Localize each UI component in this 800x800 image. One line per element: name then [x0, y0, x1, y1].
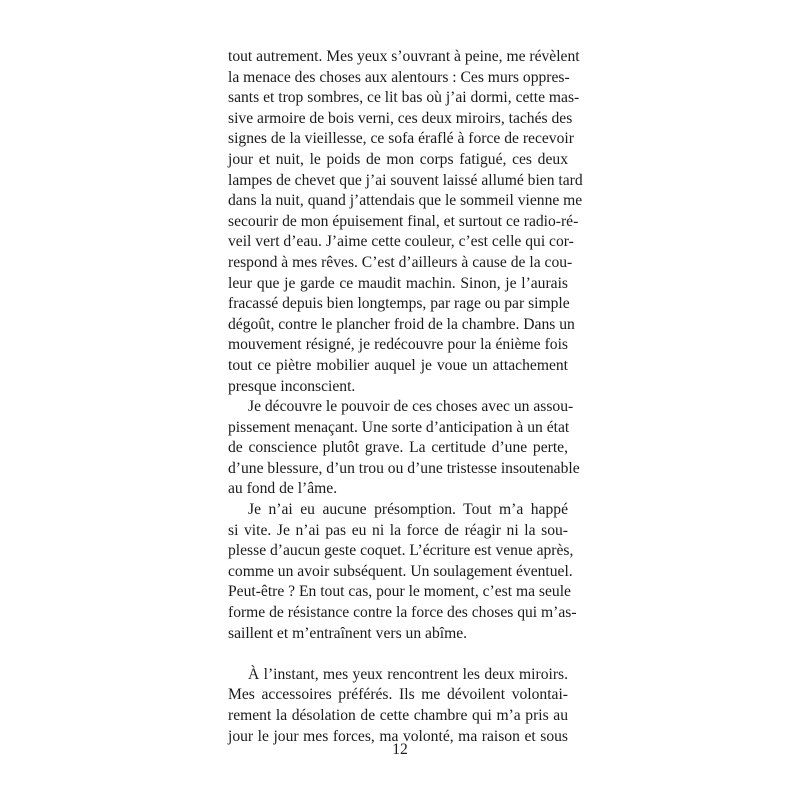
text-line: Mes accessoires préférés. Ils me dévoilent volontai-: [228, 686, 568, 704]
text-line: dans la nuit, quand j’attendais que le sommeil vienne me: [228, 192, 583, 210]
text-line: presque inconscient.: [228, 377, 356, 395]
text-line: rement la désolation de cette chambre qui m’a pris au: [228, 707, 568, 724]
paragraph: [228, 47, 583, 397]
text-line: tout ce piètre mobilier auquel je voue un attachement: [228, 356, 568, 374]
text-line: comme un avoir subséquent. Un soulagement éventuel.: [228, 562, 573, 580]
text-line: respond à mes rêves. C’est d’ailleurs à cause de la cou-: [228, 253, 573, 271]
text-line: d’une blessure, d’un trou ou d’une tristesse insoutenable: [228, 459, 580, 477]
text-line: lampes de chevet que j’ai souvent laissé allumé bien tard: [228, 171, 583, 189]
body-text: [228, 47, 583, 747]
text-line: veil vert d’eau. J’aime cette couleur, c’est celle qui cor-: [228, 233, 574, 251]
text-line: sants et trop sombres, ce lit bas où j’ai dormi, cette mas-: [228, 89, 580, 107]
paragraph: [228, 397, 580, 500]
text-line: si vite. Je n’ai pas eu ni la force de réagir ni la sou-: [228, 521, 568, 539]
text-line: forme de résistance contre la force des choses qui m’as-: [228, 604, 577, 622]
paragraph: [228, 500, 577, 644]
text-line: dégoût, contre le plancher froid de la chambre. Dans un: [228, 315, 575, 333]
text-line: Je n’ai eu aucune présomption. Tout m’a happé: [248, 501, 568, 519]
text-line: jour et nuit, le poids de mon corps fatigué, ces deux: [228, 150, 568, 168]
text-line: plesse d’aucun geste coquet. L’écriture est venue après,: [228, 542, 574, 560]
text-line: au fond de l’âme.: [228, 480, 338, 498]
text-line: tout autrement. Mes yeux s’ouvrant à peine, me révèlent: [228, 48, 580, 65]
text-line: signes de la vieillesse, ce sofa éraflé à force de recevoir: [228, 130, 574, 148]
text-line: fracassé depuis bien longtemps, par rage ou par simple: [228, 295, 570, 313]
text-line: secourir de mon épuisement final, et surtout ce radio-ré-: [228, 212, 579, 230]
text-line: leur que je garde ce maudit machin. Sinon, je l’aurais: [228, 274, 568, 292]
text-line: de conscience plutôt grave. La certitude d’une perte,: [228, 439, 568, 457]
text-line: pissement menaçant. Une sorte d’anticipation à un état: [228, 418, 570, 436]
text-line: À l’instant, mes yeux rencontrent les deux miroirs.: [248, 665, 568, 683]
text-line: mouvement résigné, je redécouvre pour la énième fois: [228, 336, 568, 354]
text-line: saillent et m’entraînent vers un abîme.: [228, 624, 468, 642]
text-line: sive armoire de bois verni, ces deux miroirs, tachés des: [228, 109, 573, 127]
text-line: la menace des choses aux alentours : Ces murs oppres-: [228, 68, 570, 86]
text-line: Peut-être ? En tout cas, pour le moment, c’est ma seule: [228, 583, 571, 601]
text-line: jour le jour mes forces, ma volonté, ma raison et sous: [228, 727, 568, 745]
paragraph: [228, 665, 568, 747]
paragraph-gap: [228, 644, 568, 665]
page-number: 12: [392, 741, 408, 758]
text-line: Je découvre le pouvoir de ces choses avec un assou-: [248, 398, 574, 416]
